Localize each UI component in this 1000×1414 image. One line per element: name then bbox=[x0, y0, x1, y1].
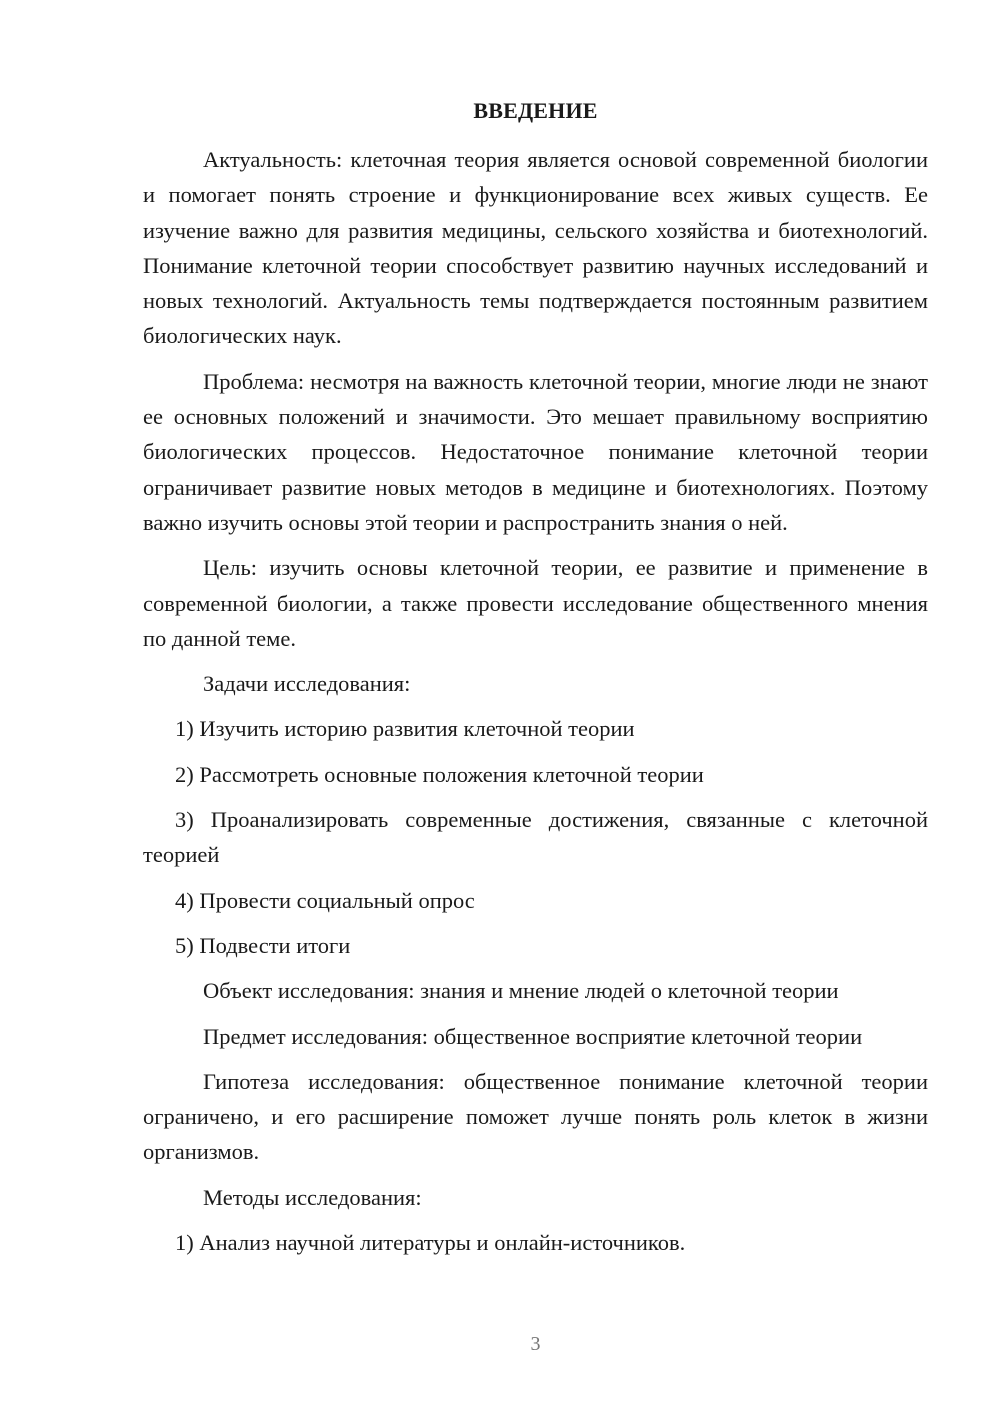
hypothesis-paragraph: Гипотеза исследования: общественное понимание клеточной теории ограничено, и его расширение поможет лучше понять роль клеток в жизни организмов. bbox=[143, 1068, 928, 1165]
page-number: 3 bbox=[530, 1333, 541, 1355]
goal-paragraph: Цель: изучить основы клеточной теории, ее развитие и применение в современной биологии, а также провести исследование общественного мнения по данной теме. bbox=[143, 555, 928, 651]
page-title: ВВЕДЕНИЕ bbox=[473, 98, 598, 123]
problem-paragraph: Проблема: несмотря на важность клеточной теории, многие люди не знают ее основных положений и значимости. Это мешает правильному восприятию биологических процессов. Недостаточное понимание клеточной теории ограничивает развитие новых методов в медицине и биотехнологиях. Поэтому важно изучить основы этой теории и распространить знания о ней. bbox=[143, 368, 928, 535]
document-page bbox=[143, 0, 928, 1414]
task-item-3: 3) Проанализировать современные достижения, связанные с клеточной теорией bbox=[143, 807, 928, 868]
tasks-heading: Задачи исследования: bbox=[203, 671, 411, 697]
relevance-paragraph: Актуальность: клеточная теория является основой современной биологии и помогает понять строение и функционирование всех живых существ. Ее изучение важно для развития медицины, сельского хозяйства и биотехнологий. Понимание клеточной теории способствует развитию научных исследований и новых технологий. Актуальность темы подтверждается постоянным развитием биологических наук. bbox=[143, 147, 928, 349]
task-item-5: 5) Подвести итоги bbox=[175, 932, 351, 958]
document-body bbox=[143, 142, 928, 1270]
task-item-2: 2) Рассмотреть основные положения клеточной теории bbox=[175, 761, 704, 787]
methods-heading: Методы исследования: bbox=[203, 1184, 422, 1210]
task-item-4: 4) Провести социальный опрос bbox=[175, 887, 475, 913]
method-item-1: 1) Анализ научной литературы и онлайн-источников. bbox=[175, 1230, 686, 1256]
task-item-1: 1) Изучить историю развития клеточной теории bbox=[175, 716, 635, 742]
subject-paragraph: Предмет исследования: общественное восприятие клеточной теории bbox=[203, 1023, 863, 1049]
object-paragraph: Объект исследования: знания и мнение людей о клеточной теории bbox=[203, 978, 839, 1004]
